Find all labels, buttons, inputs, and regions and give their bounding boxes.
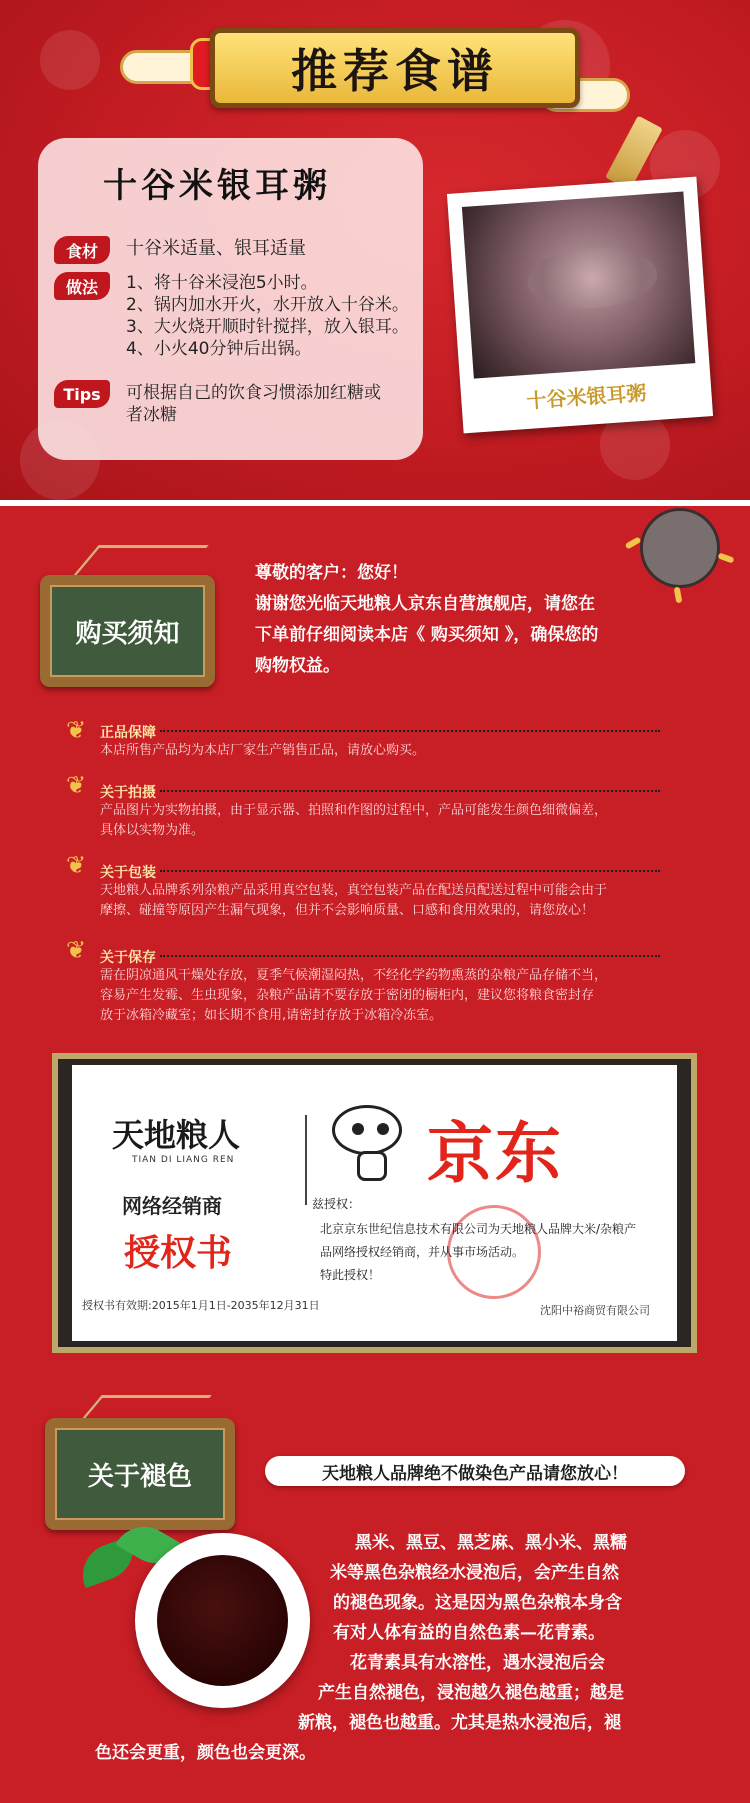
fading-paragraph-line: 米等黑色杂粮经水浸泡后，会产生自然 xyxy=(330,1563,619,1583)
validity-text: 授权书有效期:2015年1月1日-2035年12月31日 xyxy=(82,1299,320,1312)
section-divider xyxy=(0,500,750,506)
greeting-line: 下单前仔细阅读本店《 购买须知 》，确保您的 xyxy=(255,625,599,645)
wheat-icon: ❦ xyxy=(66,716,87,744)
tips-label: Tips xyxy=(54,380,110,408)
photo-caption: 十谷米银耳粥 xyxy=(525,380,648,413)
jd-logo-text: 京东 xyxy=(427,1115,563,1192)
dotted-divider xyxy=(160,730,660,732)
auth-intro: 兹授权： xyxy=(312,1197,361,1211)
dotted-divider xyxy=(160,955,660,957)
notice-item-body: 具体以实物为准。 xyxy=(100,823,205,838)
method-step: 1、将十谷米浸泡5小时。 xyxy=(126,273,318,293)
brand-logo-text: 天地粮人 xyxy=(112,1116,241,1154)
notice-item-body: 摩擦、碰撞等原因产生漏气现象，但并不会影响质量、口感和食用效果的，请您放心！ xyxy=(100,903,595,918)
cup-of-black-water-image xyxy=(135,1533,310,1708)
fading-paragraph-line: 黑米、黑豆、黑芝麻、黑小米、黑糯 xyxy=(355,1533,627,1553)
notice-board xyxy=(40,575,215,687)
issuer-name: 沈阳中裕商贸有限公司 xyxy=(540,1304,650,1317)
method-step: 4、小火40分钟后出锅。 xyxy=(126,339,312,359)
notice-item-title: 正品保障 xyxy=(100,725,156,741)
notice-item-title: 关于拍摄 xyxy=(100,785,156,801)
ingredients-label: 食材 xyxy=(54,236,110,264)
auth-title: 授权书 xyxy=(124,1233,233,1274)
certificate-divider xyxy=(305,1115,307,1205)
notice-item-body: 需在阴凉通风干燥处存放，夏季气候潮湿闷热，不经化学药物熏蒸的杂粮产品存储不当， xyxy=(100,968,608,983)
recipe-photo xyxy=(447,177,713,434)
sparkle-icon xyxy=(674,587,683,604)
distributor-label: 网络经销商 xyxy=(122,1194,222,1218)
recipe-banner-title: 推荐食谱 xyxy=(291,44,499,98)
wheat-icon: ❦ xyxy=(66,771,87,799)
cat-mascot-icon xyxy=(640,508,720,588)
fading-paragraph-line: 花青素具有水溶性，遇水浸泡后会 xyxy=(350,1653,605,1673)
method-step: 2、锅内加水开火，水开放入十谷米。 xyxy=(126,295,409,315)
greeting-line: 购物权益。 xyxy=(255,656,340,676)
dotted-divider xyxy=(160,790,660,792)
authorization-certificate xyxy=(72,1065,677,1341)
greeting-line: 谢谢您光临天地粮人京东自营旗舰店，请您在 xyxy=(255,594,595,614)
fading-paragraph-line: 的褪色现象。这是因为黑色杂粮本身含 xyxy=(333,1593,622,1613)
porridge-image xyxy=(462,192,695,379)
tips-text: 者冰糖 xyxy=(126,405,177,425)
cup-liquid xyxy=(157,1555,288,1686)
notice-item-body: 放于冰箱冷藏室；如长期不食用,请密封存放于冰箱冷冻室。 xyxy=(100,1008,443,1023)
recipe-section xyxy=(0,0,750,500)
notice-item-body: 天地粮人品牌系列杂粮产品采用真空包装，真空包装产品在配送员配送过程中可能会由于 xyxy=(100,883,608,898)
method-label: 做法 xyxy=(54,272,110,300)
ingredients-text: 十谷米适量、银耳适量 xyxy=(126,238,306,259)
auth-body-line: 特此授权！ xyxy=(320,1268,381,1282)
fading-paragraph-line: 色还会更重，颜色也会更深。 xyxy=(95,1743,316,1763)
no-dye-banner xyxy=(265,1456,685,1486)
notice-item-title: 关于包装 xyxy=(100,865,156,881)
recipe-card xyxy=(38,138,423,460)
fading-paragraph-line: 有对人体有益的自然色素—花青素。 xyxy=(333,1623,605,1643)
tips-text: 可根据自己的饮食习惯添加红糖或 xyxy=(126,383,381,403)
brand-pinyin: TIAN DI LIANG REN xyxy=(132,1155,235,1165)
notice-item-body: 本店所售产品均为本店厂家生产销售正品，请放心购买。 xyxy=(100,743,426,758)
sparkle-icon xyxy=(717,552,734,563)
auth-body-line: 品网络授权经销商，并从事市场活动。 xyxy=(320,1245,525,1259)
method-step: 3、大火烧开顺时针搅拌，放入银耳。 xyxy=(126,317,409,337)
fading-paragraph-line: 新粮，褪色也越重。尤其是热水浸泡后，褪 xyxy=(298,1713,621,1733)
sparkle-icon xyxy=(625,536,642,549)
jd-dog-mascot-icon xyxy=(312,1095,412,1185)
no-dye-banner-text: 天地粮人品牌绝不做染色产品请您放心！ xyxy=(322,1463,628,1484)
fading-board xyxy=(45,1418,235,1530)
wheat-icon: ❦ xyxy=(66,851,87,879)
recipe-name: 十谷米银耳粥 xyxy=(103,166,331,206)
fading-board-title: 关于褪色 xyxy=(87,1461,192,1492)
blossom-decoration xyxy=(40,30,100,90)
notice-item-body: 容易产生发霉、生虫现象，杂粮产品请不要存放于密闭的橱柜内，建议您将粮食密封存 xyxy=(100,988,595,1003)
fading-paragraph-line: 产生自然褪色，浸泡越久褪色越重；越是 xyxy=(318,1683,624,1703)
greeting-line: 尊敬的客户：您好！ xyxy=(255,563,408,583)
recipe-banner xyxy=(210,28,580,108)
notice-board-title: 购买须知 xyxy=(75,618,180,649)
dotted-divider xyxy=(160,870,660,872)
notice-item-title: 关于保存 xyxy=(100,950,156,966)
spoon-image xyxy=(525,244,659,313)
notice-item-body: 产品图片为实物拍摄，由于显示器、拍照和作图的过程中，产品可能发生颜色细微偏差， xyxy=(100,803,608,818)
wheat-icon: ❦ xyxy=(66,936,87,964)
auth-body-line: 北京京东世纪信息技术有限公司为天地粮人品牌大米/杂粮产 xyxy=(320,1222,637,1236)
